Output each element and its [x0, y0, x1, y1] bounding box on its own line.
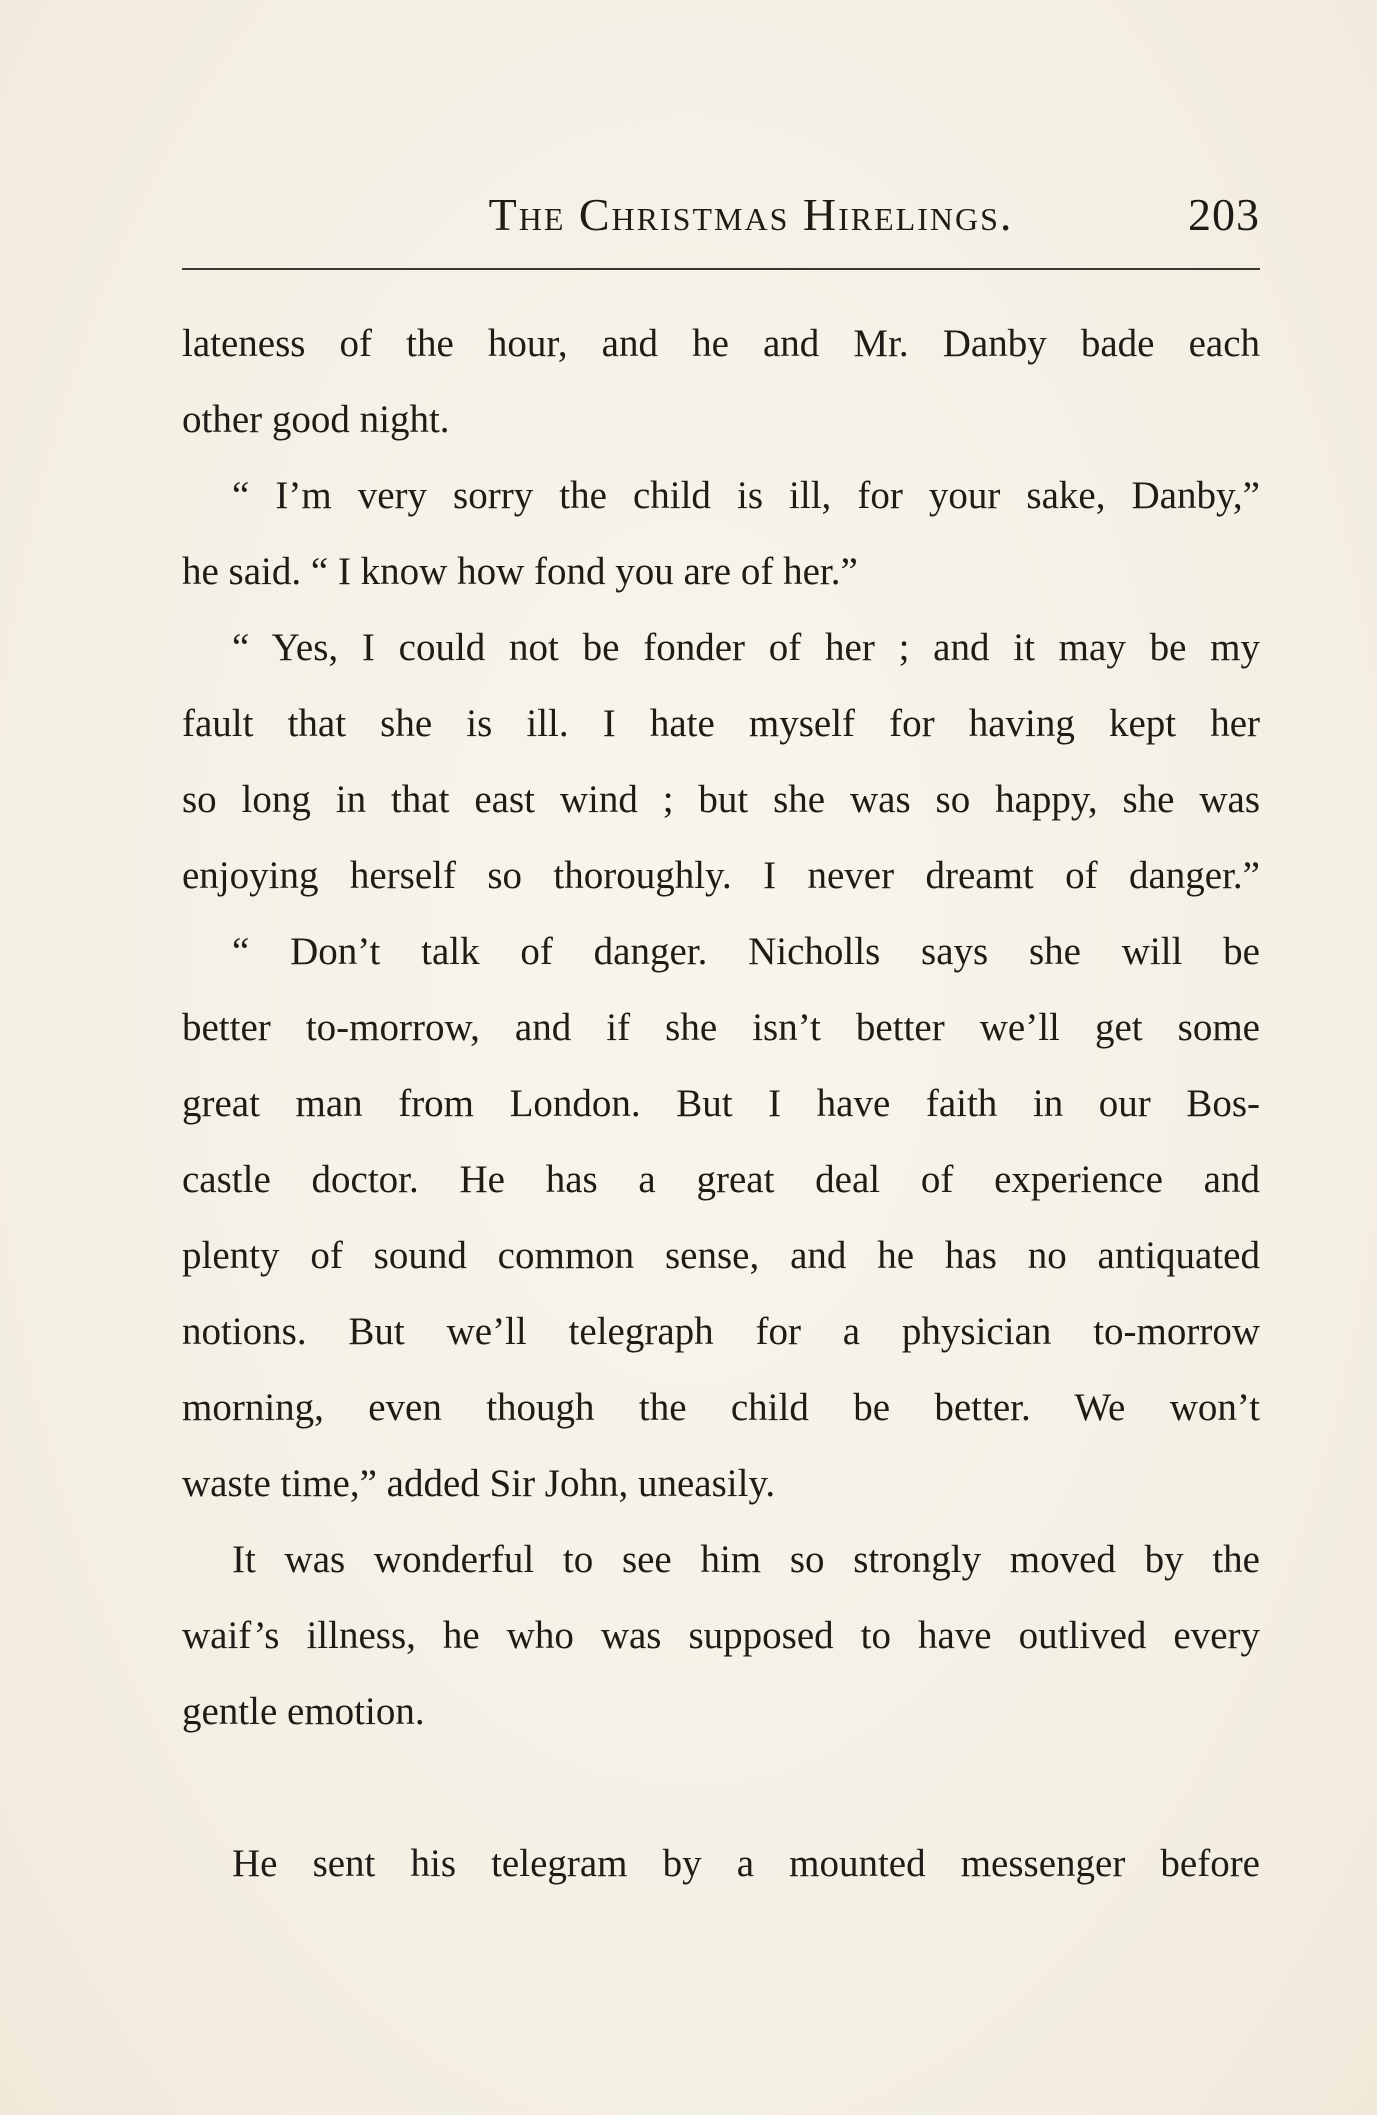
- text-line: waste time,” added Sir John, uneasily.: [182, 1462, 776, 1505]
- text-line: fault that she is ill. I hate myself for having kept her: [182, 702, 1260, 745]
- page-number: 203: [1188, 189, 1260, 240]
- text-line: great man from London. But I have faith in our Bos-: [182, 1082, 1260, 1125]
- section-break: [182, 1750, 1260, 1826]
- text-line: “ I’m very sorry the child is ill, for your sake, Danby,”: [232, 474, 1260, 517]
- text-line: other good night.: [182, 398, 450, 441]
- text-line: castle doctor. He has a great deal of experience and: [182, 1158, 1260, 1201]
- body-text: [182, 306, 1260, 1902]
- text-line: so long in that east wind ; but she was so happy, she was: [182, 778, 1260, 821]
- text-line: enjoying herself so thoroughly. I never dreamt of danger.”: [182, 854, 1260, 897]
- header-rule: [182, 268, 1260, 270]
- text-line: he said. “ I know how fond you are of her.”: [182, 550, 858, 593]
- text-line: waif’s illness, he who was supposed to have outlived every: [182, 1614, 1260, 1657]
- text-line: notions. But we’ll telegraph for a physician to-morrow: [182, 1310, 1260, 1353]
- text-line: lateness of the hour, and he and Mr. Danby bade each: [182, 322, 1260, 365]
- running-head: [182, 180, 1260, 240]
- text-line: “ Yes, I could not be fonder of her ; and it may be my: [232, 626, 1260, 669]
- text-line: It was wonderful to see him so strongly moved by the: [232, 1538, 1260, 1581]
- text-line: gentle emotion.: [182, 1690, 425, 1733]
- running-title: The Christmas Hirelings.: [488, 189, 1014, 240]
- text-line: morning, even though the child be better. We won’t: [182, 1386, 1260, 1429]
- text-line: He sent his telegram by a mounted messenger before: [232, 1842, 1260, 1885]
- text-line: plenty of sound common sense, and he has no antiquated: [182, 1234, 1260, 1277]
- text-line: better to-morrow, and if she isn’t better we’ll get some: [182, 1006, 1260, 1049]
- text-line: “ Don’t talk of danger. Nicholls says she will be: [232, 930, 1260, 973]
